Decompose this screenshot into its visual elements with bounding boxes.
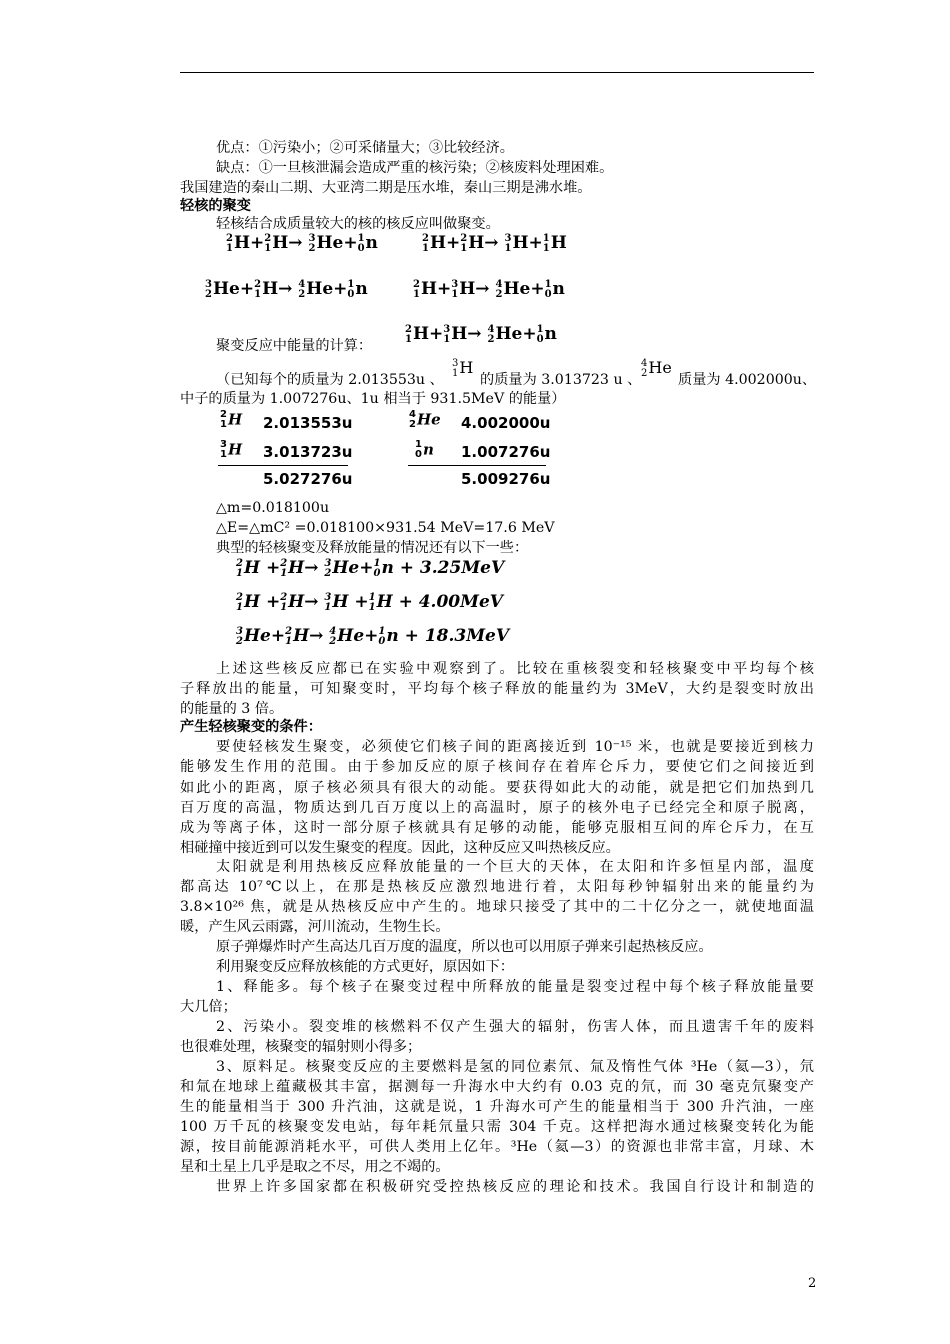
text-line: 世界上许多国家都在积极研究受控热核反应的理论和技术。我国自行设计和制造的	[216, 1179, 814, 1195]
text-line: 质量为 4.002000u、	[678, 372, 817, 388]
text-line: 的能量的 3 倍。	[180, 701, 284, 717]
table-label: 3 1 H	[220, 439, 243, 460]
page-number: 2	[808, 1276, 817, 1291]
text-line: 缺点：①一旦核泄漏会造成严重的核污染；②核废料处理困难。	[216, 160, 614, 176]
text-line: 2、污染小。裂变堆的核燃料不仅产生强大的辐射，伤害人体，而且遗害千年的废料	[216, 1019, 814, 1035]
nuclide-symbol: 4 2 He	[641, 357, 672, 379]
text-line: 大几倍；	[180, 999, 237, 1015]
text-line: 星和土星上几乎是取之不尽，用之不竭的。	[180, 1159, 450, 1175]
energy-value: + 4.00MeV	[398, 592, 503, 612]
text-line: 要使轻核发生聚变，必须使它们核子间的距离接近到 10⁻¹⁵ 米，也就是要接近到核力	[216, 739, 814, 755]
table-label: 2 1 H	[220, 409, 243, 430]
energy-equation: 2 1 H + 2 1 H→ 3 2 He+ 1 0 n + 3.25MeV	[236, 557, 505, 579]
text-line: 都高达 10⁷℃以上，在那是热核反应激烈地进行着，太阳每秒钟辐射出来的能量约为	[180, 879, 814, 895]
text-line: 3、原料足。核聚变反应的主要燃料是氢的同位素氘、氚及惰性气体 ³He（氦—3），氘	[216, 1059, 814, 1075]
equation: 3 2 He+ 2 1 H→ 4 2 He+ 1 0 n	[205, 278, 368, 300]
text-line: 生的能量相当于 300 升汽油，这就是说，1 升海水可产生的能量相当于 300 升汽油，一座	[180, 1099, 814, 1115]
text-line: 100 万千瓦的核聚变发电站，每年耗氘量只需 304 千克。这样把海水通过核聚变转化为能	[180, 1119, 814, 1135]
text-line: （已知每个的质量为 2.013553u 、	[216, 372, 444, 388]
text-line: 典型的轻核聚变及释放能量的情况还有以下一些：	[216, 540, 529, 556]
text-line: 我国建造的秦山二期、大亚湾二期是压水堆，秦山三期是沸水堆。	[180, 180, 592, 196]
equation: 2 1 H+ 2 1 H→ 3 1 H+ 1 1 H	[422, 232, 567, 254]
text-line: 百万度的高温，物质达到几百万度以上的高温时，原子的核外电子已经完全和原子脱离，	[180, 800, 814, 816]
text-line: 太阳就是利用热核反应释放能量的一个巨大的天体，在太阳和许多恒星内部，温度	[216, 859, 814, 875]
sum-rule	[408, 465, 546, 466]
text-line: 也很难处理，核聚变的辐射则小得多；	[180, 1039, 422, 1055]
text-line: △E=△mC² =0.018100×931.54 MeV=17.6 MeV	[216, 520, 555, 536]
equation: 2 1 H+ 3 1 H→ 4 2 He+ 1 0 n	[413, 278, 565, 300]
energy-value: + 3.25MeV	[399, 558, 505, 578]
text-line: 1、释能多。每个核子在聚变过程中所释放的能量是裂变过程中每个核子释放能量要	[216, 979, 814, 995]
text-line: 子释放出的能量，可知聚变时，平均每个核子释放的能量约为 3MeV，大约是裂变时放出	[180, 681, 814, 697]
table-sum: 5.027276u	[263, 470, 353, 488]
nuclide-symbol: 3 1 H	[452, 357, 474, 379]
text-line: 聚变反应中能量的计算：	[216, 338, 373, 354]
table-value: 4.002000u	[461, 414, 551, 432]
equation: 2 1 H+ 3 1 H→ 4 2 He+ 1 0 n	[405, 323, 557, 345]
text-line: 如此小的距离，原子核必须具有很大的动能。要获得如此大的动能，就是把它们加热到几	[180, 780, 814, 796]
equation: 2 1 H+ 2 1 H→ 3 2 He+ 1 0 n	[226, 232, 378, 254]
text-line: 利用聚变反应释放核能的方式更好，原因如下：	[216, 959, 514, 975]
text-line: 上述这些核反应都已在实验中观察到了。比较在重核裂变和轻核聚变中平均每个核	[216, 661, 814, 677]
header-rule	[180, 72, 814, 73]
section-heading: 产生轻核聚变的条件：	[180, 719, 322, 735]
text-line: 源，按目前能源消耗水平，可供人类用上亿年。³He（氦—3）的资源也非常丰富，月球、木	[180, 1139, 814, 1155]
text-line: 成为等离子体，这时一部分原子核就具有足够的动能，能够克服相互间的库仑斥力，在互	[180, 820, 814, 836]
table-label: 1 0 n	[415, 439, 434, 460]
energy-value: + 18.3MeV	[404, 626, 510, 646]
table-value: 3.013723u	[263, 443, 353, 461]
text-line: 暖，产生风云雨露，河川流动，生物生长。	[180, 919, 450, 935]
table-value: 1.007276u	[461, 443, 551, 461]
text-line: 的质量为 3.013723 u 、	[480, 372, 642, 388]
text-line: 相碰撞中接近到可以发生聚变的程度。因此，这种反应又叫热核反应。	[180, 840, 620, 856]
text-line: 能够发生作用的范围。由于参加反应的原子核间存在着库仑斥力，要使它们之间接近到	[180, 759, 814, 775]
text-line: 轻核结合成质量较大的核的核反应叫做聚变。	[216, 216, 500, 232]
section-heading: 轻核的聚变	[180, 198, 251, 214]
text-line: △m=0.018100u	[216, 500, 330, 516]
table-label: 4 2 He	[409, 409, 441, 430]
text-line: 原子弹爆炸时产生高达几百万度的温度，所以也可以用原子弹来引起热核反应。	[216, 939, 713, 955]
sum-rule	[218, 465, 348, 466]
table-value: 2.013553u	[263, 414, 353, 432]
energy-equation: 3 2 He+ 2 1 H→ 4 2 He+ 1 0 n + 18.3MeV	[236, 625, 510, 647]
table-sum: 5.009276u	[461, 470, 551, 488]
text-line: 3.8×10²⁶ 焦，就是从热核反应中产生的。地球只接受了其中的二十亿分之一，就使地面温	[180, 899, 814, 915]
text-line: 中子的质量为 1.007276u、1u 相当于 931.5MeV 的能量）	[180, 391, 566, 407]
text-line: 和氚在地球上蕴藏极其丰富，据测每一升海水中大约有 0.03 克的氘，而 30 毫克氘聚变产	[180, 1079, 814, 1095]
text-line: 优点：①污染小；②可采储量大；③比较经济。	[216, 140, 514, 156]
energy-equation: 2 1 H + 2 1 H→ 3 1 H + 1 1 H + 4.00MeV	[236, 591, 503, 613]
